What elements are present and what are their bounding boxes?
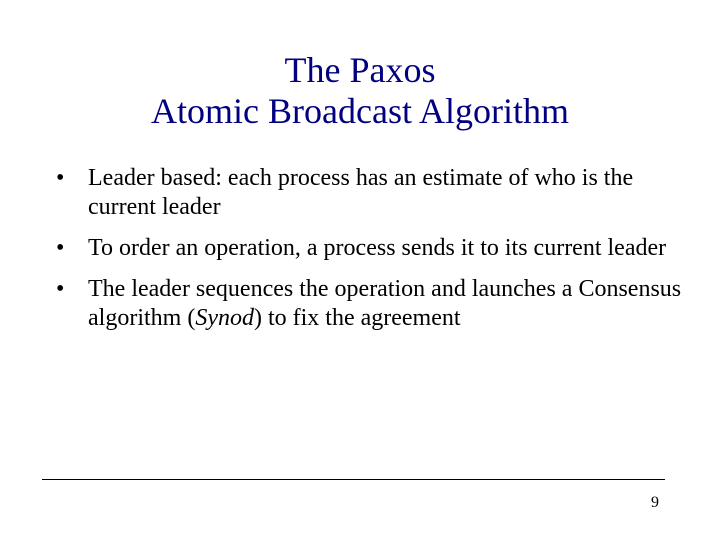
- title-line-1: The Paxos: [284, 50, 436, 90]
- bullet-item-order-operation: [56, 234, 696, 263]
- bullet-text: To order an operation, a process sends it to its current leader: [88, 235, 667, 261]
- bullet-dot: •: [56, 235, 65, 261]
- page-number: 9: [651, 494, 659, 511]
- bullet-text-before: The leader sequences the operation and launches a Consensus algorithm (: [88, 276, 682, 331]
- bullet-item-leader-based: [56, 164, 696, 222]
- bullet-dot: •: [56, 165, 65, 191]
- bullet-list: [56, 164, 696, 345]
- bullet-dot: •: [56, 276, 65, 302]
- footer-divider: [42, 479, 665, 480]
- bullet-text: Leader based: each process has an estimate of who is the current leader: [88, 165, 634, 220]
- slide-title: [0, 50, 720, 132]
- bullet-item-leader-sequences: [56, 275, 696, 333]
- title-line-2: Atomic Broadcast Algorithm: [151, 91, 569, 131]
- bullet-text-after: ) to fix the agreement: [253, 305, 461, 331]
- synod-emphasis: Synod: [195, 305, 254, 331]
